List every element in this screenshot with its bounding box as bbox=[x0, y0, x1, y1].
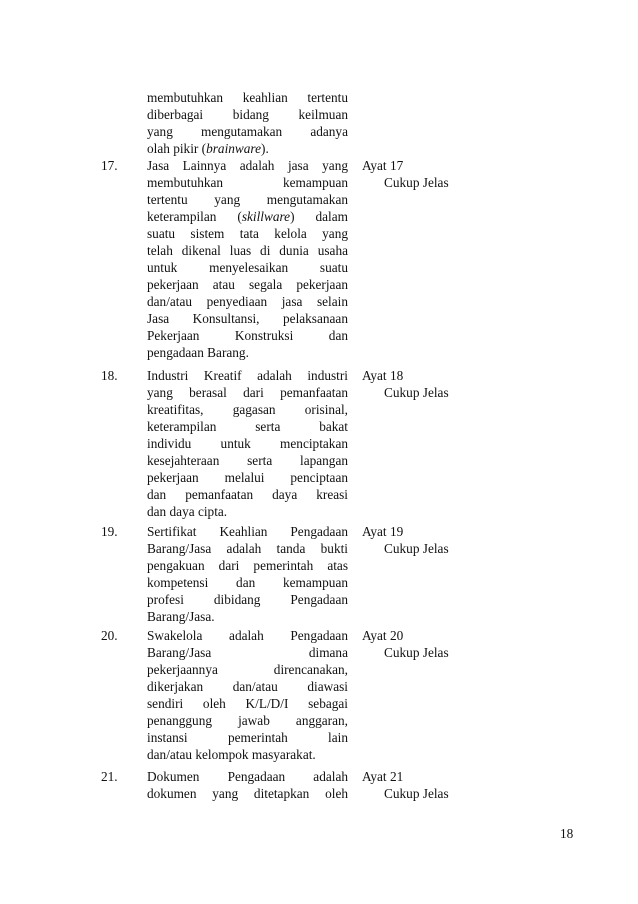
text-line: dan pemanfaatan daya kreasi bbox=[147, 487, 348, 502]
text-fragment: ). bbox=[261, 141, 269, 156]
text-line: membutuhkan keahlian tertentu bbox=[147, 90, 348, 105]
text-line: membutuhkan kemampuan bbox=[147, 175, 348, 190]
text-fragment: ) dalam bbox=[290, 209, 348, 224]
continuation-text bbox=[147, 89, 348, 157]
text-line: pekerjaannya direncanakan, bbox=[147, 662, 348, 677]
text-line: Jasa Konsultansi, pelaksanaan bbox=[147, 311, 348, 326]
text-line: untuk menyelesaikan suatu bbox=[147, 260, 348, 275]
text-line: dan/atau kelompok masyarakat. bbox=[147, 747, 316, 762]
text-line: Jasa Lainnya adalah jasa yang bbox=[147, 158, 348, 173]
text-line: yang berasal dari pemanfaatan bbox=[147, 385, 348, 400]
item-definition bbox=[147, 523, 348, 625]
page-number: 18 bbox=[560, 826, 574, 841]
text-line: tertentu yang mengutamakan bbox=[147, 192, 348, 207]
text-fragment: olah pikir ( bbox=[147, 141, 207, 156]
ayat-label: Ayat 20 bbox=[362, 628, 404, 643]
text-line: pengadaan Barang. bbox=[147, 345, 249, 360]
item-number: 21. bbox=[101, 769, 118, 784]
text-line: Swakelola adalah Pengadaan bbox=[147, 628, 348, 643]
text-line: suatu sistem tata kelola yang bbox=[147, 226, 348, 241]
text-line: sendiri oleh K/L/D/I sebagai bbox=[147, 696, 348, 711]
text-line: keterampilan serta bakat bbox=[147, 419, 348, 434]
ayat-label: Ayat 18 bbox=[362, 368, 404, 383]
ayat-label: Ayat 19 bbox=[362, 524, 404, 539]
text-line: kompetensi dan kemampuan bbox=[147, 575, 348, 590]
text-line: dan/atau penyediaan jasa selain bbox=[147, 294, 348, 309]
item-note bbox=[362, 627, 449, 661]
text-line: penanggung jawab anggaran, bbox=[147, 713, 348, 728]
text-line: Industri Kreatif adalah industri bbox=[147, 368, 348, 383]
item-note bbox=[362, 157, 449, 191]
text-line: Pekerjaan Konstruksi dan bbox=[147, 328, 348, 343]
item-definition bbox=[147, 157, 348, 361]
italic-term: brainware bbox=[206, 141, 262, 156]
item-definition bbox=[147, 768, 348, 802]
item-definition bbox=[147, 367, 348, 520]
text-line: yang mengutamakan adanya bbox=[147, 124, 348, 139]
text-line: Barang/Jasa dimana bbox=[147, 645, 348, 660]
keterangan-label: Cukup Jelas bbox=[384, 786, 449, 801]
keterangan-label: Cukup Jelas bbox=[384, 645, 449, 660]
text-line: kesejahteraan serta lapangan bbox=[147, 453, 348, 468]
text-line bbox=[147, 140, 348, 157]
item-number: 17. bbox=[101, 158, 118, 173]
item-number: 20. bbox=[101, 628, 118, 643]
item-note bbox=[362, 523, 449, 557]
text-line: individu untuk menciptakan bbox=[147, 436, 348, 451]
text-line bbox=[147, 208, 348, 225]
item-note bbox=[362, 768, 449, 802]
text-line: dan daya cipta. bbox=[147, 504, 228, 519]
text-fragment: keterampilan ( bbox=[147, 209, 242, 224]
text-line: Barang/Jasa. bbox=[147, 609, 215, 624]
text-line: pekerjaan melalui penciptaan bbox=[147, 470, 348, 485]
item-number: 19. bbox=[101, 524, 118, 539]
keterangan-label: Cukup Jelas bbox=[384, 541, 449, 556]
italic-term: skillware bbox=[241, 209, 291, 224]
text-line: profesi dibidang Pengadaan bbox=[147, 592, 348, 607]
item-note bbox=[362, 367, 449, 401]
text-line: kreatifitas, gagasan orisinal, bbox=[147, 402, 348, 417]
text-line: dikerjakan dan/atau diawasi bbox=[147, 679, 348, 694]
keterangan-label: Cukup Jelas bbox=[384, 385, 449, 400]
text-line: Sertifikat Keahlian Pengadaan bbox=[147, 524, 348, 539]
text-line: instansi pemerintah lain bbox=[147, 730, 348, 745]
keterangan-label: Cukup Jelas bbox=[384, 175, 449, 190]
text-line: Barang/Jasa adalah tanda bukti bbox=[147, 541, 348, 556]
text-line: Dokumen Pengadaan adalah bbox=[147, 769, 348, 784]
text-line: diberbagai bidang keilmuan bbox=[147, 107, 348, 122]
text-line: pekerjaan atau segala pekerjaan bbox=[147, 277, 348, 292]
ayat-label: Ayat 17 bbox=[362, 158, 404, 173]
text-line: telah dikenal luas di dunia usaha bbox=[147, 243, 348, 258]
ayat-label: Ayat 21 bbox=[362, 769, 404, 784]
item-definition bbox=[147, 627, 348, 763]
text-line: dokumen yang ditetapkan oleh bbox=[147, 786, 348, 801]
item-number: 18. bbox=[101, 368, 118, 383]
text-line: pengakuan dari pemerintah atas bbox=[147, 558, 348, 573]
